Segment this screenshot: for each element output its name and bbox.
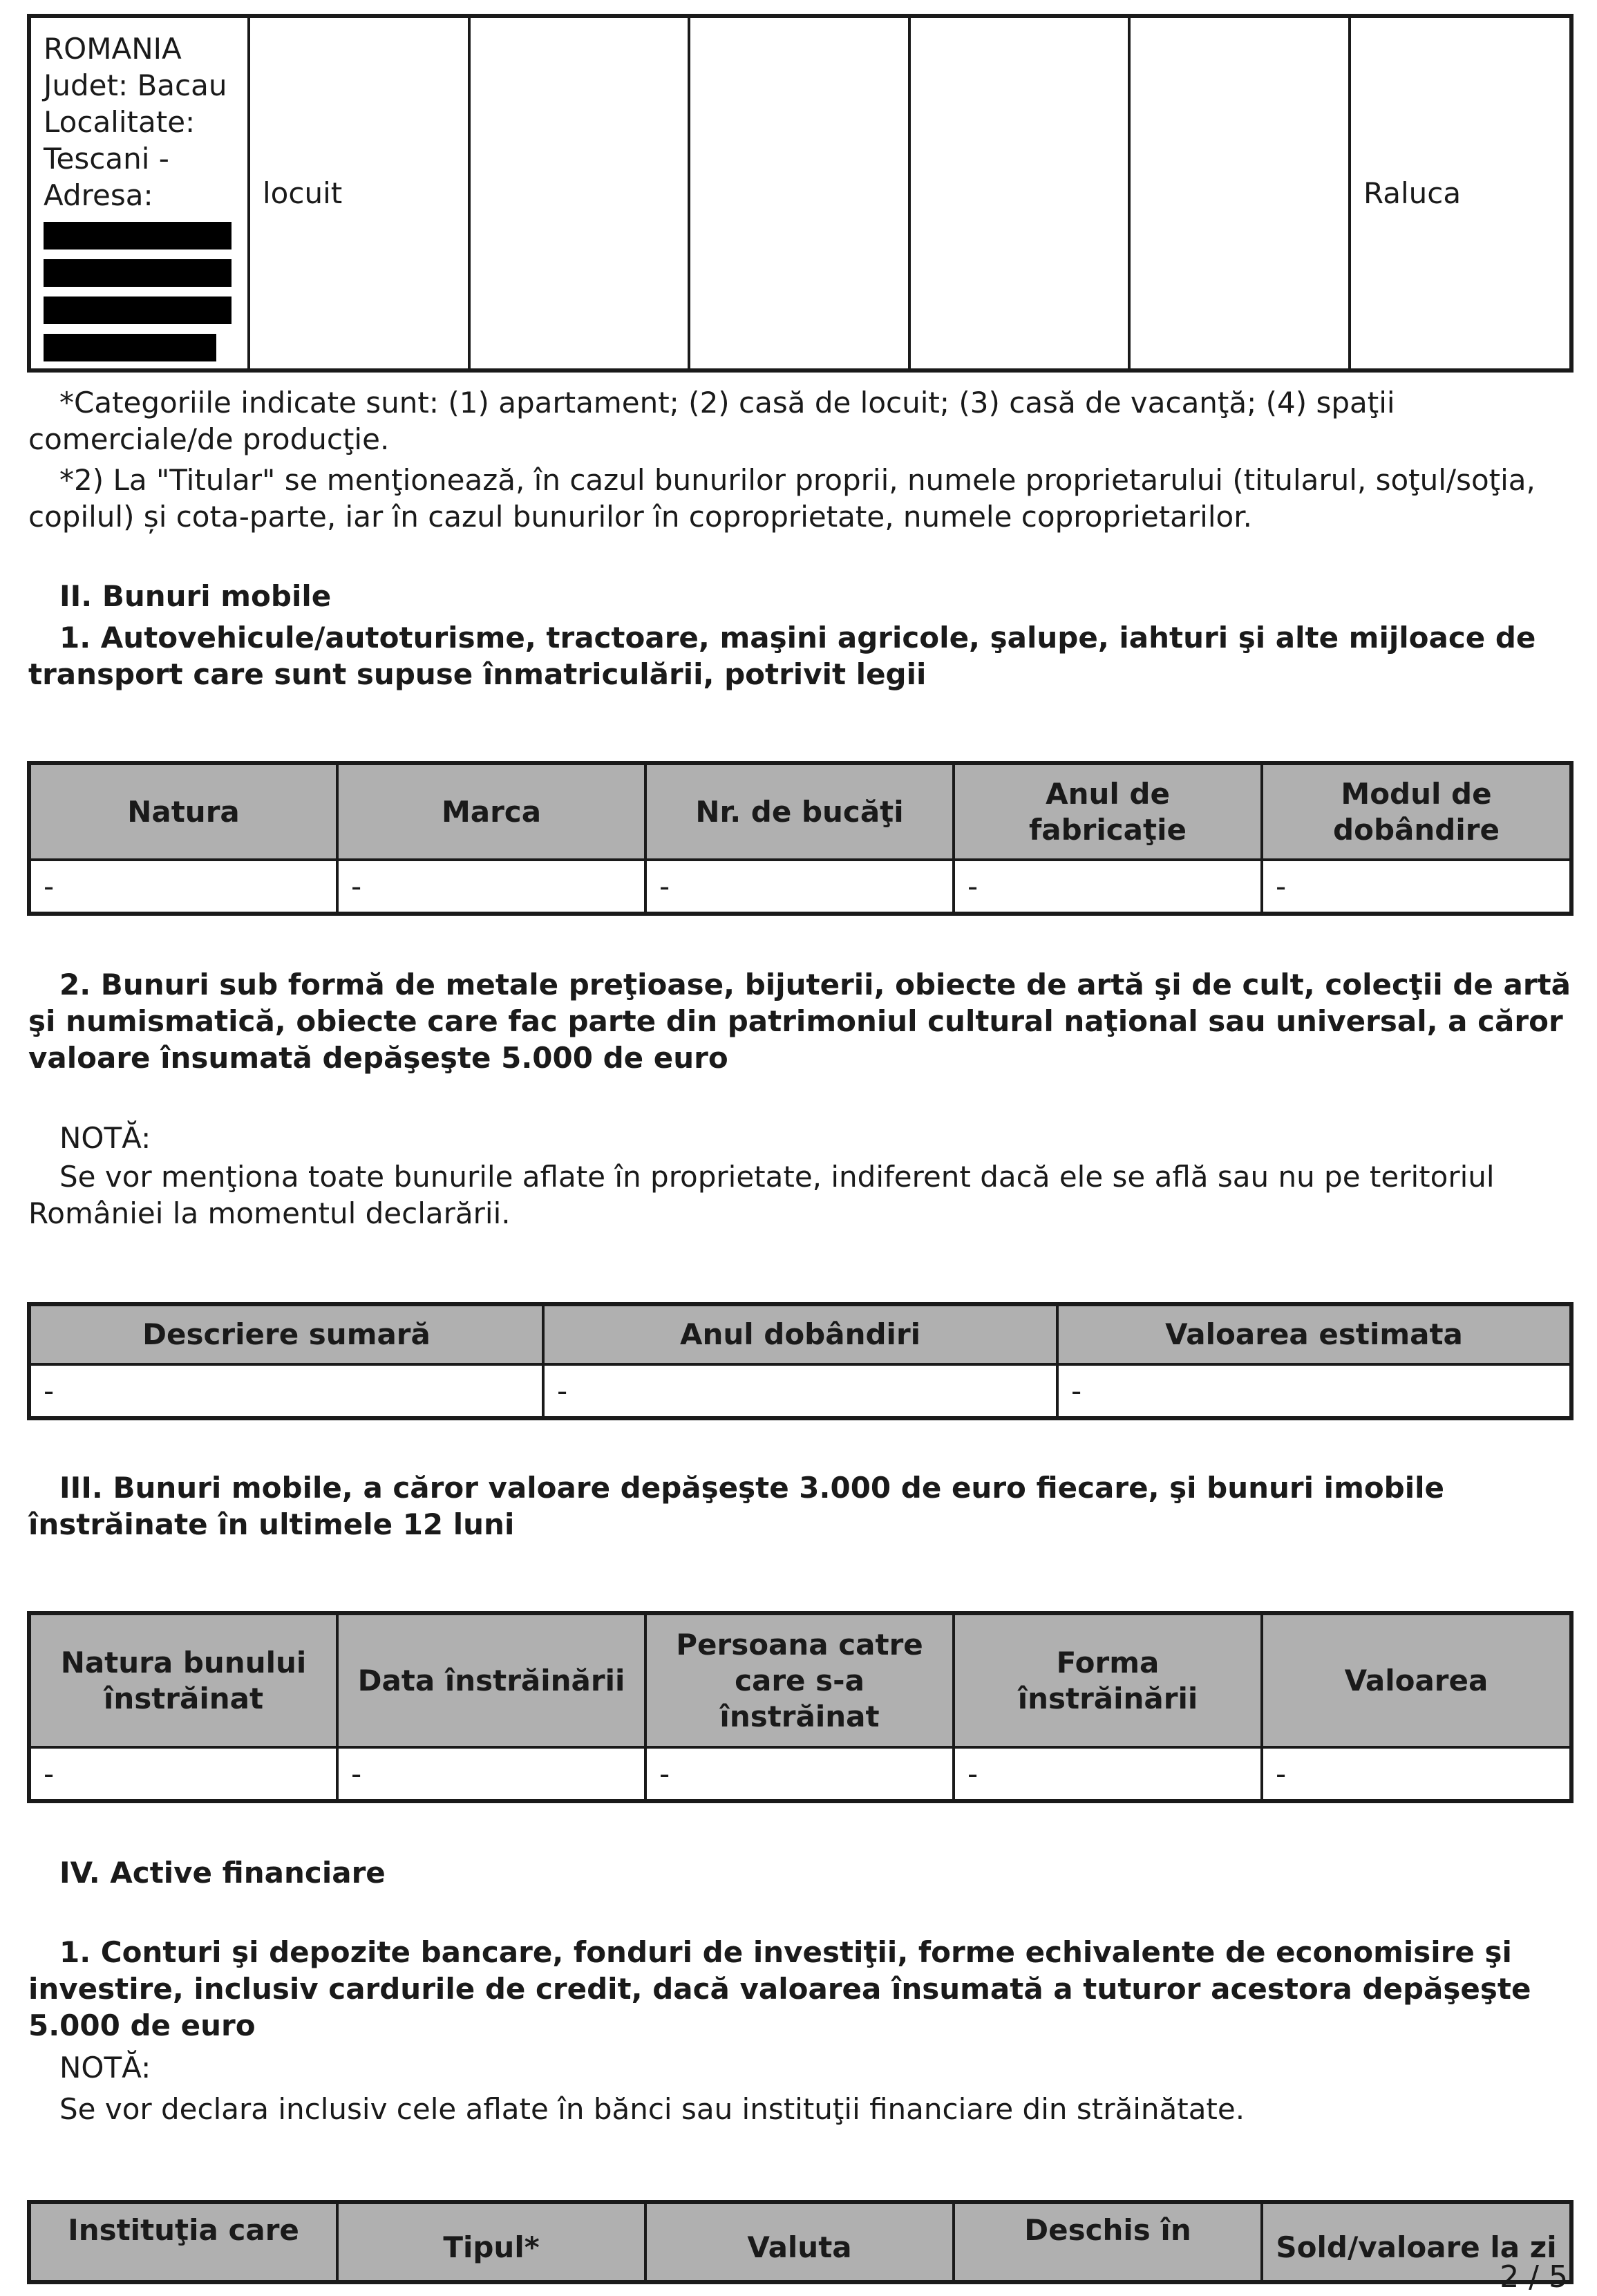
column-header: Valuta — [645, 2202, 954, 2282]
section-heading: IV. Active financiare — [59, 1856, 386, 1890]
redaction-bar — [44, 259, 231, 287]
table-cell: - — [1262, 860, 1571, 914]
column-header: Valoarea — [1262, 1613, 1571, 1747]
note-text: Se vor menţiona toate bunurile aflate în proprietate, indiferent dacă ele se află sau nu pe teritoriul României la momentul declarării. — [28, 1160, 1495, 1230]
table-cell: - — [29, 1364, 543, 1418]
column-header: Nr. de bucăţi — [645, 763, 954, 860]
column-header: Forma înstrăinării — [954, 1613, 1262, 1747]
column-header: Instituţia care — [29, 2202, 337, 2282]
location-line: Adresa: — [44, 178, 153, 212]
location-line: Localitate: — [44, 105, 196, 139]
table-cell: - — [1262, 1747, 1571, 1801]
redaction-bar — [44, 222, 231, 250]
table-cell: - — [29, 860, 337, 914]
table-header-row — [29, 2202, 1571, 2282]
table-cell: - — [1057, 1364, 1571, 1418]
page-number: 2 / 5 — [1500, 2259, 1568, 2295]
location-cell — [29, 16, 249, 370]
table-row — [29, 16, 1571, 370]
column-header: Anul de fabricaţie — [954, 763, 1262, 860]
table-header-row — [29, 763, 1571, 860]
table-cell: - — [645, 1747, 954, 1801]
column-header: Valoarea estimata — [1057, 1304, 1571, 1364]
table-cell: - — [337, 1747, 645, 1801]
column-header: Descriere sumară — [29, 1304, 543, 1364]
table-cell — [1129, 16, 1350, 370]
redaction-bar — [44, 334, 216, 361]
column-header: Persoana catre care s-a înstrăinat — [645, 1613, 954, 1747]
table-cell — [469, 16, 689, 370]
table-cell: - — [954, 1747, 1262, 1801]
table-cell: - — [337, 860, 645, 914]
table-row — [29, 1747, 1571, 1801]
financial-assets-table — [27, 2200, 1574, 2284]
vehicles-table — [27, 761, 1574, 916]
section-heading: III. Bunuri mobile, a căror valoare depăşeşte 3.000 de euro fiecare, şi bunuri imobile înstrăinate în ultimele 12 luni — [28, 1471, 1445, 1541]
column-header: Modul de dobândire — [1262, 763, 1571, 860]
location-line: Tescani - — [44, 142, 169, 176]
alienated-assets-table — [27, 1611, 1574, 1803]
note-text: Se vor declara inclusiv cele aflate în bănci sau instituţii financiare din străinătate. — [59, 2092, 1245, 2126]
column-header: Marca — [337, 763, 645, 860]
table-cell: - — [29, 1747, 337, 1801]
subsection-heading: 1. Autovehicule/autoturisme, tractoare, maşini agricole, şalupe, iahturi şi alte mijloace de transport care sunt supuse înmatriculării, potrivit legii — [28, 621, 1536, 691]
column-header: Tipul* — [337, 2202, 645, 2282]
table-cell — [909, 16, 1129, 370]
footnote-categories: *Categoriile indicate sunt: (1) apartament; (2) casă de locuit; (3) casă de vacanţă; (4) spaţii comerciale/de producţie. — [28, 386, 1395, 456]
table-row — [29, 860, 1571, 914]
table-cell: - — [954, 860, 1262, 914]
column-header: Anul dobândiri — [543, 1304, 1057, 1364]
valuables-table — [27, 1302, 1574, 1420]
column-header: Deschis în — [954, 2202, 1262, 2282]
note-label: NOTĂ: — [59, 2051, 151, 2085]
table-cell: - — [543, 1364, 1057, 1418]
table-cell: Raluca — [1350, 16, 1571, 370]
column-header: Sold/valoare la zi — [1262, 2202, 1571, 2282]
subsection-heading: 2. Bunuri sub formă de metale preţioase, bijuterii, obiecte de artă şi de cult, colecţii de artă şi numismatică, obiecte care fac parte din patrimoniul cultural naţional sau universal, a căror valoare însumată depăşeşte 5.000 de euro — [28, 968, 1571, 1075]
subsection-heading: 1. Conturi şi depozite bancare, fonduri de investiţii, forme echivalente de economisire şi investire, inclusiv cardurile de credit, dacă valoarea însumată a tuturor acestora depăşeşte 5.000 de euro — [28, 1935, 1531, 2042]
redaction-bar — [44, 297, 231, 324]
location-line: Judet: Bacau — [44, 68, 227, 102]
column-header: Natura — [29, 763, 337, 860]
section-heading: II. Bunuri mobile — [59, 579, 332, 613]
note-label: NOTĂ: — [59, 1121, 151, 1155]
table-cell: - — [645, 860, 954, 914]
table-row — [29, 1364, 1571, 1418]
table-cell: locuit — [249, 16, 469, 370]
column-header: Natura bunului înstrăinat — [29, 1613, 337, 1747]
footnote-titular: *2) La "Titular" se menţionează, în cazul bunurilor proprii, numele proprietarului (titularul, soţul/soţia, copilul) și cota-parte, iar în cazul bunurilor în coproprietate, numele coproprietarilor. — [28, 463, 1535, 534]
table-header-row — [29, 1304, 1571, 1364]
table-header-row — [29, 1613, 1571, 1747]
column-header: Data înstrăinării — [337, 1613, 645, 1747]
location-line: ROMANIA — [44, 32, 182, 66]
property-table — [27, 14, 1574, 373]
table-cell — [689, 16, 909, 370]
